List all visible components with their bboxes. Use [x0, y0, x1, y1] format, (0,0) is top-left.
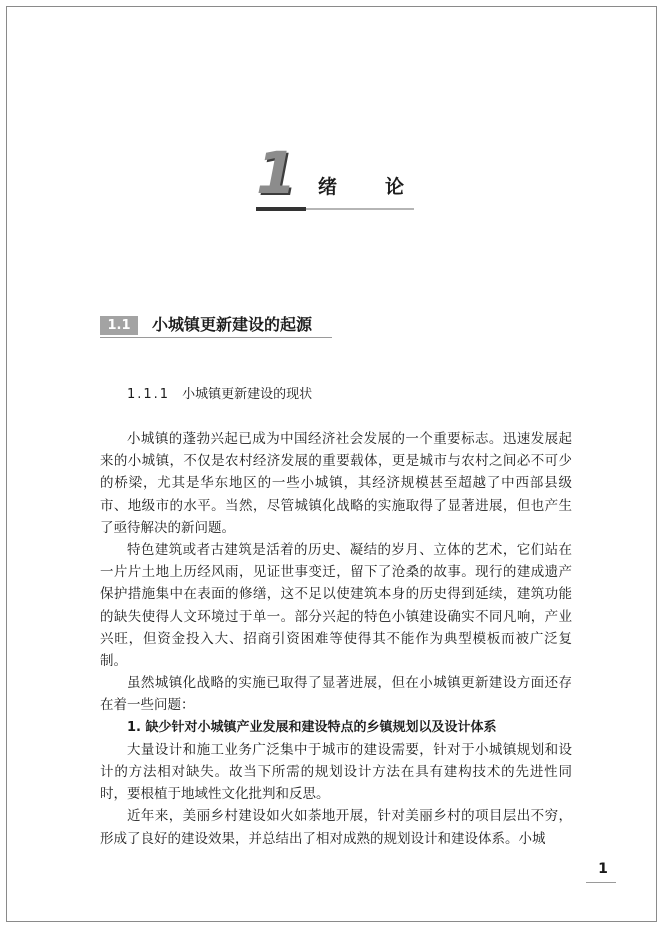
- section-rule: [100, 337, 332, 338]
- paragraph: 小城镇的蓬勃兴起已成为中国经济社会发展的一个重要标志。迅速发展起来的小城镇，不仅是农村经济发展的重要载体，更是城市与农村之间必不可少的桥梁，尤其是华东地区的一些小城镇，其经济规模甚至超越了中西部县级市、地级市的水平。当然，尽管城镇化战略的实施取得了显著进展，但也产生了亟待解决的新问题。: [100, 431, 572, 536]
- numbered-issue-heading: 1. 缺少针对小城镇产业发展和建设特点的乡镇规划以及设计体系: [127, 719, 497, 735]
- paragraph: 近年来，美丽乡村建设如火如荼地开展，针对美丽乡村的项目层出不穷，形成了良好的建设效果，并总结出了相对成熟的规划设计和建设体系。小城: [100, 808, 572, 847]
- chapter-rule-light: [306, 208, 414, 210]
- chapter-title: 绪论: [318, 176, 453, 198]
- subsection-number: 1.1.1: [127, 387, 171, 402]
- chapter-number: 1: [256, 139, 297, 207]
- section-title: 小城镇更新建设的起源: [152, 315, 313, 334]
- section-number-badge: 1.1: [100, 316, 138, 335]
- paragraph: 大量设计和施工业务广泛集中于城市的建设需要，针对于小城镇规划和设计的方法相对缺失。故当下所需的规划设计方法在具有建构技术的先进性同时，要根植于地域性文化批判和反思。: [100, 741, 572, 803]
- chapter-rule-dark: [256, 207, 306, 211]
- paragraph: 虽然城镇化战略的实施已取得了显著进展，但在小城镇更新建设方面还存在着一些问题：: [100, 675, 572, 714]
- page-number: 1: [598, 861, 608, 877]
- subsection-heading: [127, 385, 312, 405]
- paragraph: 特色建筑或者古建筑是活着的历史、凝结的岁月、立体的艺术，它们站在一片片土地上历经风雨，见证世事变迁，留下了沧桑的故事。现行的建成遗产保护措施集中在表面的修缮，这不足以使建筑本身的历史得到延续，建筑功能的缺失使得人文环境过于单一。部分兴起的特色小镇建设确实不同凡响，产业兴旺，但资金投入大、招商引资困难等使得其不能作为典型模板而被广泛复制。: [100, 542, 572, 670]
- body-text: [100, 428, 572, 850]
- subsection-title: 小城镇更新建设的现状: [182, 387, 313, 402]
- page-number-rule: [586, 882, 616, 883]
